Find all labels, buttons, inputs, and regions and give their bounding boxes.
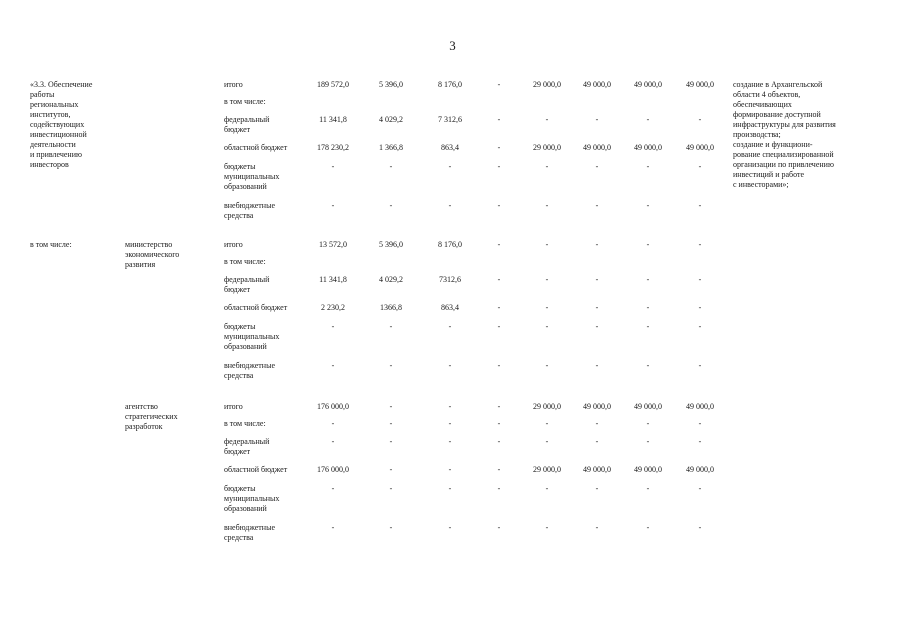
- value-cell: -: [389, 322, 393, 331]
- value-cell: -: [595, 275, 599, 284]
- row-label: федеральный бюджет: [224, 115, 270, 134]
- value-cell: -: [646, 361, 650, 370]
- value-cell: 29 000,0: [533, 80, 561, 89]
- value-cell: 5 396,0: [379, 80, 403, 89]
- value-cell: -: [545, 322, 549, 331]
- value-cell: -: [331, 162, 335, 171]
- value-cell: -: [698, 419, 702, 428]
- value-cell: -: [545, 162, 549, 171]
- value-cell: 1 366,8: [379, 143, 403, 152]
- value-cell: -: [545, 437, 549, 446]
- value-cell: -: [497, 143, 501, 152]
- value-cell: -: [389, 361, 393, 370]
- value-cell: -: [646, 275, 650, 284]
- value-cell: 49 000,0: [634, 143, 662, 152]
- value-cell: 4 029,2: [379, 275, 403, 284]
- value-cell: -: [698, 240, 702, 249]
- value-cell: -: [698, 484, 702, 493]
- row-label: итого: [224, 80, 243, 89]
- value-cell: 2 230,2: [321, 303, 345, 312]
- value-cell: -: [448, 419, 452, 428]
- row-label: федеральный бюджет: [224, 437, 270, 456]
- value-cell: 49 000,0: [583, 402, 611, 411]
- value-cell: -: [545, 275, 549, 284]
- value-cell: -: [646, 162, 650, 171]
- value-cell: -: [698, 115, 702, 124]
- page-number: 3: [449, 38, 456, 53]
- row-label: в том числе:: [224, 257, 266, 266]
- value-cell: 49 000,0: [686, 402, 714, 411]
- value-cell: -: [595, 361, 599, 370]
- value-cell: -: [331, 361, 335, 370]
- value-cell: 4 029,2: [379, 115, 403, 124]
- value-cell: -: [545, 361, 549, 370]
- row-label: федеральный бюджет: [224, 275, 270, 294]
- in-that-number-label: в том числе:: [30, 240, 72, 249]
- value-cell: -: [448, 484, 452, 493]
- value-cell: -: [646, 303, 650, 312]
- value-cell: -: [646, 322, 650, 331]
- row-label: итого: [224, 402, 243, 411]
- executor-name: агентство стратегических разработок: [125, 402, 178, 431]
- value-cell: -: [497, 275, 501, 284]
- value-cell: -: [497, 465, 501, 474]
- value-cell: -: [497, 402, 501, 411]
- value-cell: -: [595, 240, 599, 249]
- value-cell: -: [497, 484, 501, 493]
- value-cell: -: [545, 115, 549, 124]
- value-cell: -: [698, 361, 702, 370]
- row-label: в том числе:: [224, 97, 266, 106]
- value-cell: -: [646, 437, 650, 446]
- value-cell: -: [389, 484, 393, 493]
- value-cell: -: [595, 437, 599, 446]
- value-cell: 176 000,0: [317, 402, 349, 411]
- value-cell: -: [448, 201, 452, 210]
- row-label: итого: [224, 240, 243, 249]
- value-cell: -: [448, 361, 452, 370]
- value-cell: 1366,8: [380, 303, 402, 312]
- value-cell: 49 000,0: [634, 465, 662, 474]
- value-cell: -: [698, 303, 702, 312]
- value-cell: 49 000,0: [686, 80, 714, 89]
- value-cell: -: [497, 80, 501, 89]
- value-cell: -: [545, 240, 549, 249]
- value-cell: -: [545, 419, 549, 428]
- value-cell: 863,4: [441, 143, 459, 152]
- value-cell: -: [595, 484, 599, 493]
- value-cell: 49 000,0: [583, 143, 611, 152]
- value-cell: -: [331, 437, 335, 446]
- value-cell: -: [595, 419, 599, 428]
- value-cell: 178 230,2: [317, 143, 349, 152]
- value-cell: -: [545, 484, 549, 493]
- value-cell: -: [497, 115, 501, 124]
- value-cell: 49 000,0: [583, 80, 611, 89]
- value-cell: -: [497, 437, 501, 446]
- value-cell: 863,4: [441, 303, 459, 312]
- value-cell: -: [331, 201, 335, 210]
- value-cell: -: [595, 523, 599, 532]
- value-cell: -: [698, 523, 702, 532]
- value-cell: -: [448, 162, 452, 171]
- row-label: бюджеты муниципальных образований: [224, 322, 280, 351]
- value-cell: -: [698, 201, 702, 210]
- value-cell: -: [448, 465, 452, 474]
- value-cell: -: [646, 484, 650, 493]
- value-cell: -: [389, 162, 393, 171]
- value-cell: -: [448, 523, 452, 532]
- value-cell: -: [595, 162, 599, 171]
- value-cell: -: [595, 303, 599, 312]
- row-label: внебюджетные средства: [224, 201, 275, 220]
- value-cell: -: [448, 437, 452, 446]
- value-cell: -: [331, 322, 335, 331]
- value-cell: -: [497, 361, 501, 370]
- value-cell: -: [595, 201, 599, 210]
- value-cell: 11 341,8: [319, 115, 347, 124]
- value-cell: -: [646, 201, 650, 210]
- value-cell: -: [698, 162, 702, 171]
- value-cell: -: [331, 484, 335, 493]
- row-label: бюджеты муниципальных образований: [224, 484, 280, 513]
- value-cell: -: [646, 115, 650, 124]
- value-cell: 8 176,0: [438, 240, 462, 249]
- value-cell: 29 000,0: [533, 402, 561, 411]
- section-title: «3.3. Обеспечение работы региональных институтов, содействующих инвестиционной деятельности и привлечению инвесторов: [30, 80, 93, 169]
- value-cell: -: [595, 322, 599, 331]
- value-cell: -: [497, 240, 501, 249]
- row-label: бюджеты муниципальных образований: [224, 162, 280, 191]
- value-cell: 7312,6: [439, 275, 461, 284]
- value-cell: 49 000,0: [583, 465, 611, 474]
- row-label: областной бюджет: [224, 303, 288, 312]
- value-cell: -: [497, 303, 501, 312]
- row-label: в том числе:: [224, 419, 266, 428]
- value-cell: 11 341,8: [319, 275, 347, 284]
- value-cell: -: [545, 201, 549, 210]
- value-cell: -: [497, 523, 501, 532]
- value-cell: -: [389, 465, 393, 474]
- value-cell: 7 312,6: [438, 115, 462, 124]
- value-cell: 13 572,0: [319, 240, 347, 249]
- value-cell: -: [389, 201, 393, 210]
- value-cell: -: [497, 201, 501, 210]
- value-cell: 49 000,0: [634, 402, 662, 411]
- expected-results: создание в Архангельской области 4 объектов, обеспечивающих формирование доступной инфраструктуры для развития производства; создание и функциони- рование специализированной организации по привлечению инвестиций и работе с инвесторами»;: [733, 80, 836, 189]
- value-cell: 49 000,0: [686, 143, 714, 152]
- row-label: внебюджетные средства: [224, 361, 275, 380]
- value-cell: 29 000,0: [533, 143, 561, 152]
- value-cell: -: [698, 322, 702, 331]
- value-cell: -: [698, 437, 702, 446]
- value-cell: -: [389, 402, 393, 411]
- value-cell: -: [389, 523, 393, 532]
- value-cell: 176 000,0: [317, 465, 349, 474]
- value-cell: -: [646, 419, 650, 428]
- value-cell: 8 176,0: [438, 80, 462, 89]
- value-cell: 5 396,0: [379, 240, 403, 249]
- value-cell: -: [646, 240, 650, 249]
- value-cell: -: [389, 437, 393, 446]
- row-label: внебюджетные средства: [224, 523, 275, 542]
- value-cell: -: [497, 162, 501, 171]
- value-cell: -: [331, 419, 335, 428]
- value-cell: -: [448, 402, 452, 411]
- value-cell: 49 000,0: [686, 465, 714, 474]
- value-cell: -: [545, 523, 549, 532]
- value-cell: -: [331, 523, 335, 532]
- row-label: областной бюджет: [224, 143, 288, 152]
- value-cell: -: [497, 322, 501, 331]
- row-label: областной бюджет: [224, 465, 288, 474]
- value-cell: -: [646, 523, 650, 532]
- value-cell: -: [595, 115, 599, 124]
- value-cell: -: [698, 275, 702, 284]
- executor-name: министерство экономического развития: [125, 240, 180, 269]
- value-cell: -: [448, 322, 452, 331]
- value-cell: 189 572,0: [317, 80, 349, 89]
- value-cell: 49 000,0: [634, 80, 662, 89]
- value-cell: -: [545, 303, 549, 312]
- value-cell: -: [497, 419, 501, 428]
- value-cell: -: [389, 419, 393, 428]
- value-cell: 29 000,0: [533, 465, 561, 474]
